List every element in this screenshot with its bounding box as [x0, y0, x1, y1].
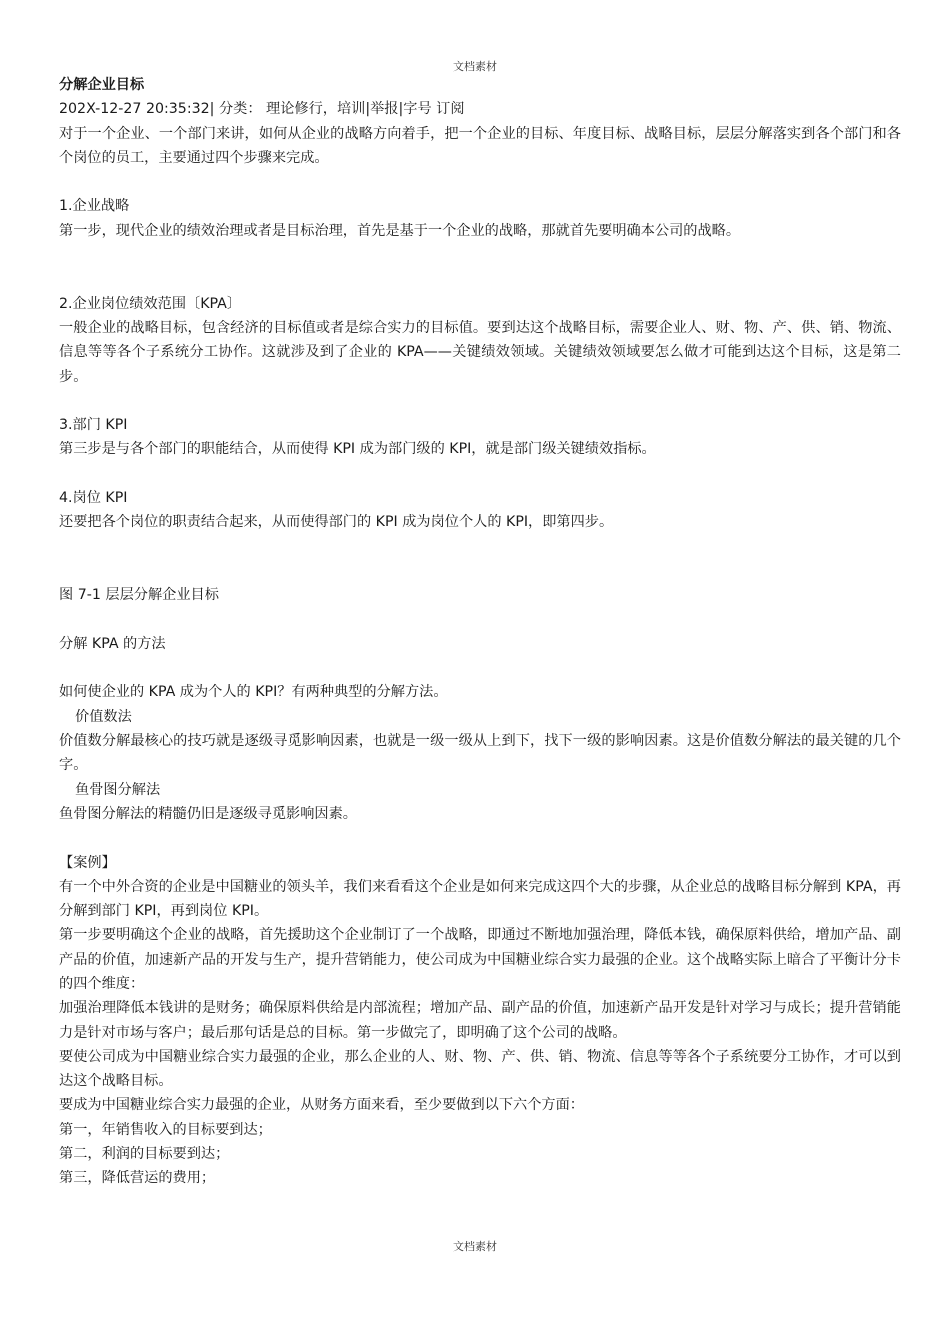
- intro-paragraph: 对于一个企业、一个部门来讲，如何从企业的战略方向着手，把一个企业的目标、年度目标、战略目标，层层分解落实到各个部门和各个岗位的员工，主要通过四个步骤来完成。: [59, 125, 901, 166]
- case-heading: 【案例】: [59, 854, 116, 871]
- document-body: [59, 73, 901, 1191]
- method-title: 价值数法: [75, 708, 132, 725]
- case-paragraph: 要成为中国糖业综合实力最强的企业，从财务方面来看，至少要做到以下六个方面：: [59, 1097, 584, 1114]
- case-paragraph: 加强治理降低本钱讲的是财务；确保原料供给是内部流程；增加产品、副产品的价值，加速新产品开发是针对学习与成长；提升营销能力是针对市场与客户；最后那句话是总的目标。第一步做完了，即明确了这个公司的战略。: [59, 1000, 901, 1041]
- case-paragraph: 第一，年销售收入的目标要到达；: [59, 1121, 272, 1138]
- page-header: 文档素材: [453, 60, 497, 73]
- step-heading: 3.部门 KPI: [59, 417, 128, 434]
- page-title: 分解企业目标: [59, 77, 145, 93]
- figure-caption: 图 7-1 层层分解企业目标: [59, 587, 219, 604]
- step-text: 第一步，现代企业的绩效治理或者是目标治理，首先是基于一个企业的战略，那就首先要明确本公司的战略。: [59, 222, 741, 239]
- page-footer: 文档素材: [453, 1240, 497, 1253]
- step-text: 第三步是与各个部门的职能结合，从而使得 KPI 成为部门级的 KPI，就是部门级关键绩效指标。: [59, 441, 656, 458]
- method-text: 鱼骨图分解法的精髓仍旧是逐级寻觅影响因素。: [59, 805, 357, 822]
- case-paragraph: 要使公司成为中国糖业综合实力最强的企业，那么企业的人、财、物、产、供、销、物流、信息等等各个子系统要分工协作，才可以到达这个战略目标。: [59, 1048, 901, 1090]
- step-heading: 4.岗位 KPI: [59, 490, 128, 507]
- method-text: 价值数分解最核心的技巧就是逐级寻觅影响因素，也就是一级一级从上到下，找下一级的影响因素。这是价值数分解法的最关键的几个字。: [59, 733, 901, 774]
- case-paragraph: 第二，利润的目标要到达；: [59, 1146, 230, 1163]
- step-heading: 1.企业战略: [59, 198, 130, 215]
- kpa-heading: 分解 KPA 的方法: [59, 635, 166, 652]
- kpa-question: 如何使企业的 KPA 成为个人的 KPI？有两种典型的分解方法。: [59, 684, 448, 701]
- method-title: 鱼骨图分解法: [75, 781, 161, 798]
- case-paragraph: 第三，降低营运的费用；: [59, 1170, 216, 1187]
- step-heading: 2.企业岗位绩效范围〔KPA〕: [59, 295, 242, 312]
- post-meta: 202X-12-27 20:35:32| 分类： 理论修行，培训|举报|字号 订阅: [59, 101, 465, 118]
- step-text: 还要把各个岗位的职责结合起来，从而使得部门的 KPI 成为岗位个人的 KPI，即第四步。: [59, 514, 614, 531]
- case-paragraph: 第一步要明确这个企业的战略，首先援助这个企业制订了一个战略，即通过不断地加强治理，降低本钱，确保原料供给，增加产品、副产品的价值，加速新产品的开发与生产，提升营销能力，使公司成为中国糖业综合实力最强的企业。这个战略实际上暗合了平衡计分卡的四个维度：: [59, 927, 901, 992]
- step-text: 一般企业的战略目标，包含经济的目标值或者是综合实力的目标值。要到达这个战略目标，需要企业人、财、物、产、供、销、物流、信息等等各个子系统分工协作。这就涉及到了企业的 KPA——关键绩效领域。关键绩效领域要怎么做才可能到达这个目标，这是第二步。: [59, 319, 901, 385]
- case-paragraph: 有一个中外合资的企业是中国糖业的领头羊，我们来看看这个企业是如何来完成这四个大的步骤，从企业总的战略目标分解到 KPA，再分解到部门 KPI，再到岗位 KPI。: [59, 878, 901, 920]
